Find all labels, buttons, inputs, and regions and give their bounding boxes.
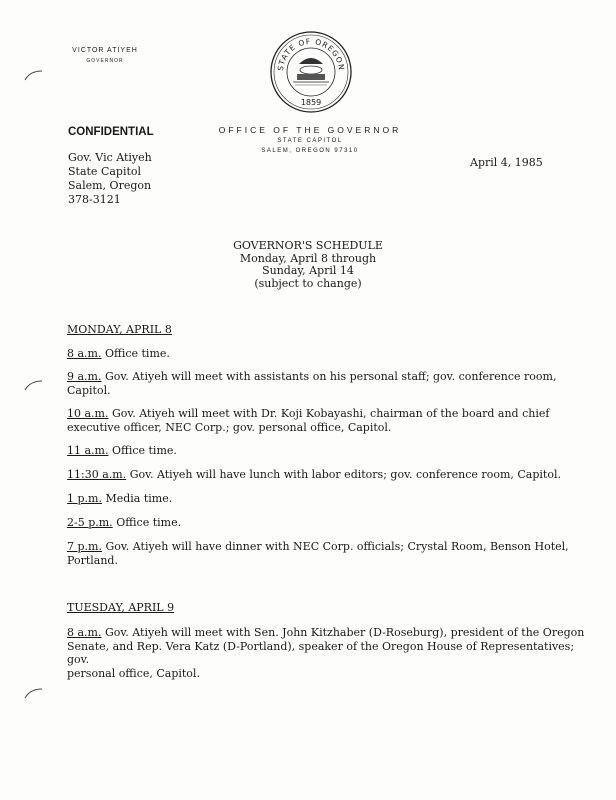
entry-time: 9 a.m.	[67, 370, 102, 383]
document-date: April 4, 1985	[470, 156, 543, 169]
hole-punch-mark	[22, 378, 44, 392]
day-heading: TUESDAY, APRIL 9	[67, 601, 175, 614]
schedule-heading	[200, 240, 416, 290]
schedule-entry	[67, 492, 587, 506]
entry-text: Office time.	[116, 516, 182, 529]
seal-year: 1859	[300, 98, 322, 107]
schedule-entry	[67, 407, 587, 434]
entry-text: Gov. Atiyeh will meet with assistants on his personal staff; gov. conference room,	[104, 370, 557, 383]
schedule-entry	[67, 626, 587, 680]
entry-time: 10 a.m.	[67, 407, 109, 420]
sender-phone: 378-3121	[68, 193, 121, 206]
hole-punch-mark	[22, 68, 44, 82]
entry-text: Gov. Atiyeh will meet with Dr. Koji Kobayashi, chairman of the board and chief	[111, 407, 550, 420]
entry-text: Office time.	[104, 347, 170, 360]
entry-text: Gov. Atiyeh will have dinner with NEC Corp. officials; Crystal Room, Benson Hotel,	[105, 540, 569, 553]
entry-text: Gov. Atiyeh will have lunch with labor editors; gov. conference room, Capitol.	[129, 468, 561, 481]
entry-time: 1 p.m.	[67, 492, 102, 505]
day-heading: MONDAY, APRIL 8	[67, 323, 172, 336]
entry-text: Office time.	[111, 444, 177, 457]
schedule-range-start: Monday, April 8 through	[239, 251, 377, 265]
schedule-entry	[67, 516, 587, 530]
confidential-label: CONFIDENTIAL	[68, 126, 154, 138]
governor-name: VICTOR ATIYEH	[72, 47, 138, 54]
entry-time: 8 a.m.	[67, 626, 102, 639]
office-title: OFFICE OF THE GOVERNOR	[218, 125, 402, 135]
schedule-entry	[67, 540, 587, 567]
schedule-entry	[67, 444, 587, 458]
schedule-entry	[67, 347, 587, 361]
entry-text: executive officer, NEC Corp.; gov. personal office, Capitol.	[67, 420, 392, 434]
entry-text: Senate, and Rep. Vera Katz (D-Portland), speaker of the Oregon House of Representatives; gov.	[67, 639, 575, 666]
entry-time: 11:30 a.m.	[67, 468, 127, 481]
schedule-title: GOVERNOR'S SCHEDULE	[233, 239, 383, 252]
entry-time: 11 a.m.	[67, 444, 109, 457]
governor-title: GOVERNOR	[86, 58, 124, 64]
entry-text: Media time.	[105, 492, 173, 505]
schedule-note: (subject to change)	[254, 276, 362, 290]
entry-time: 7 p.m.	[67, 540, 102, 553]
office-address-line: SALEM, OREGON 97310	[261, 148, 359, 154]
sender-address-line: Gov. Vic Atiyeh	[68, 151, 152, 164]
sender-address-line: Salem, Oregon	[68, 179, 152, 192]
entry-text: Portland.	[67, 553, 118, 567]
seal-text: STATE OF OREGON	[275, 36, 347, 72]
entry-text: personal office, Capitol.	[67, 666, 200, 680]
state-seal-icon	[269, 30, 353, 114]
office-address-line: STATE CAPITOL	[277, 138, 343, 144]
schedule-range-end: Sunday, April 14	[262, 264, 354, 277]
sender-address-line: State Capitol	[68, 165, 142, 178]
entry-text: Capitol.	[67, 383, 111, 397]
entry-text: Gov. Atiyeh will meet with Sen. John Kitzhaber (D-Roseburg), president of the Oregon	[104, 626, 585, 639]
entry-time: 8 a.m.	[67, 347, 102, 360]
schedule-entry	[67, 468, 587, 482]
schedule-entry	[67, 370, 587, 397]
entry-time: 2-5 p.m.	[67, 516, 113, 529]
hole-punch-mark	[22, 686, 44, 700]
